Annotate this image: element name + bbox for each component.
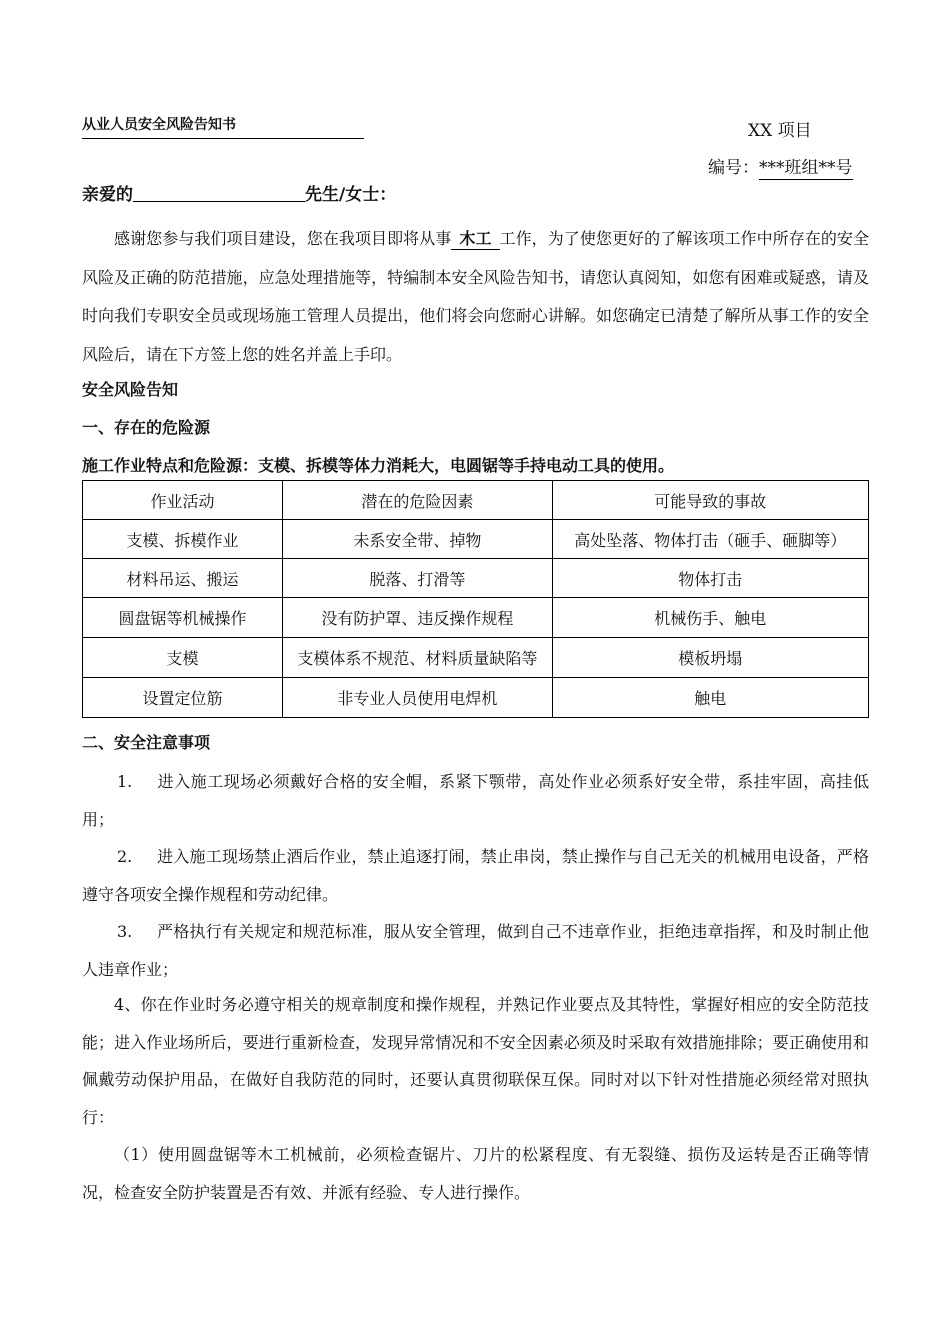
- table-cell: 触电: [552, 678, 868, 718]
- table-cell: 未系安全带、掉物: [283, 520, 553, 559]
- table-cell: 物体打击: [552, 559, 868, 598]
- intro-paragraph: [82, 220, 869, 374]
- item-number: 2.: [117, 847, 133, 866]
- table-row: [83, 559, 869, 598]
- table-header-cell: 可能导致的事故: [552, 481, 868, 520]
- intro-part1: 感谢您参与我们项目建设，您在我项目即将从事: [114, 229, 452, 248]
- greeting-prefix: 亲爱的: [82, 185, 133, 205]
- item-text: 进入施工现场必须戴好合格的安全帽，系紧下颚带，高处作业必须系好安全带，系挂牢固，高挂低用；: [82, 772, 869, 829]
- section-notice-title: 安全风险告知: [82, 380, 179, 399]
- table-cell: 非专业人员使用电焊机: [283, 678, 553, 718]
- greeting-suffix: 先生/女士：: [305, 185, 397, 205]
- table-cell: 高处坠落、物体打击（砸手、砸脚等）: [552, 520, 868, 559]
- list-item: [82, 913, 869, 988]
- code-value: ***班组**号: [759, 158, 853, 178]
- intro-part2: 工作，为了使您更好的了解该项工作中所存在的安全风险及正确的防范措施，应急处理措施等，特编制本安全风险告知书，请您认真阅知，如您有困难或疑惑，请及时向我们专职安全员或现场施工管理人员提出，他们将会向您耐心讲解。如您确定已清楚了解所从事工作的安全风险后，请在下方签上您的姓名并盖上手印。: [82, 229, 869, 364]
- table-row: [83, 678, 869, 718]
- name-blank: [133, 201, 305, 202]
- list-item-4: 4、你在作业时务必遵守相关的规章制度和操作规程，并熟记作业要点及其特性，掌握好相应的安全防范技能；进入作业场所后，要进行重新检查，发现异常情况和不安全因素必须及时采取有效措施排除；要正确使用和佩戴劳动保护用品，在做好自我防范的同时，还要认真贯彻联保互保。同时对以下针对性措施必须经常对照执行：: [82, 995, 869, 1127]
- table-header-row: [83, 481, 869, 520]
- table-cell: 支模体系不规范、材料质量缺陷等: [283, 638, 553, 678]
- item-text: 严格执行有关规定和规范标准，服从安全管理，做到自己不违章作业，拒绝违章指挥，和及时制止他人违章作业；: [82, 922, 869, 979]
- table-row: [83, 638, 869, 678]
- job-field: 木工: [451, 229, 499, 250]
- table-cell: 模板坍塌: [552, 638, 868, 678]
- table-row: [83, 598, 869, 638]
- table-cell: 机械伤手、触电: [552, 598, 868, 638]
- table-cell: 没有防护罩、违反操作规程: [283, 598, 553, 638]
- list-item: [82, 763, 869, 838]
- table-cell: 材料吊运、搬运: [83, 559, 283, 598]
- item-text: 进入施工现场禁止酒后作业，禁止追逐打闹，禁止串岗，禁止操作与自己无关的机械用电设备，严格遵守各项安全操作规程和劳动纪律。: [82, 847, 869, 904]
- item-number: 1.: [117, 772, 133, 791]
- document-title: 从业人员安全风险告知书: [82, 114, 364, 139]
- table-header-cell: 潜在的危险因素: [283, 481, 553, 520]
- code-label: 编号：: [708, 158, 759, 178]
- sub-item-1: （1）使用圆盘锯等木工机械前，必须检查锯片、刀片的松紧程度、有无裂缝、损伤及运转是否正确等情况，检查安全防护装置是否有效、并派有经验、专人进行操作。: [82, 1145, 869, 1202]
- table-cell: 设置定位筋: [83, 678, 283, 718]
- list-item: [82, 838, 869, 913]
- hazard-table: [82, 480, 869, 718]
- greeting: [82, 180, 396, 205]
- section1-subtitle: 施工作业特点和危险源：支模、拆模等体力消耗大，电圆锯等手持电动工具的使用。: [82, 456, 675, 475]
- table-cell: 支模、拆模作业: [83, 520, 283, 559]
- section1-title: 一、存在的危险源: [82, 418, 211, 437]
- table-cell: 支模: [83, 638, 283, 678]
- table-cell: 脱落、打滑等: [283, 559, 553, 598]
- table-row: [83, 520, 869, 559]
- section2-title: 二、安全注意事项: [82, 733, 211, 752]
- table-cell: 圆盘锯等机械操作: [83, 598, 283, 638]
- document-code: [708, 153, 853, 178]
- item-number: 3.: [117, 922, 133, 941]
- project-name: XX 项目: [748, 121, 812, 141]
- table-header-cell: 作业活动: [83, 481, 283, 520]
